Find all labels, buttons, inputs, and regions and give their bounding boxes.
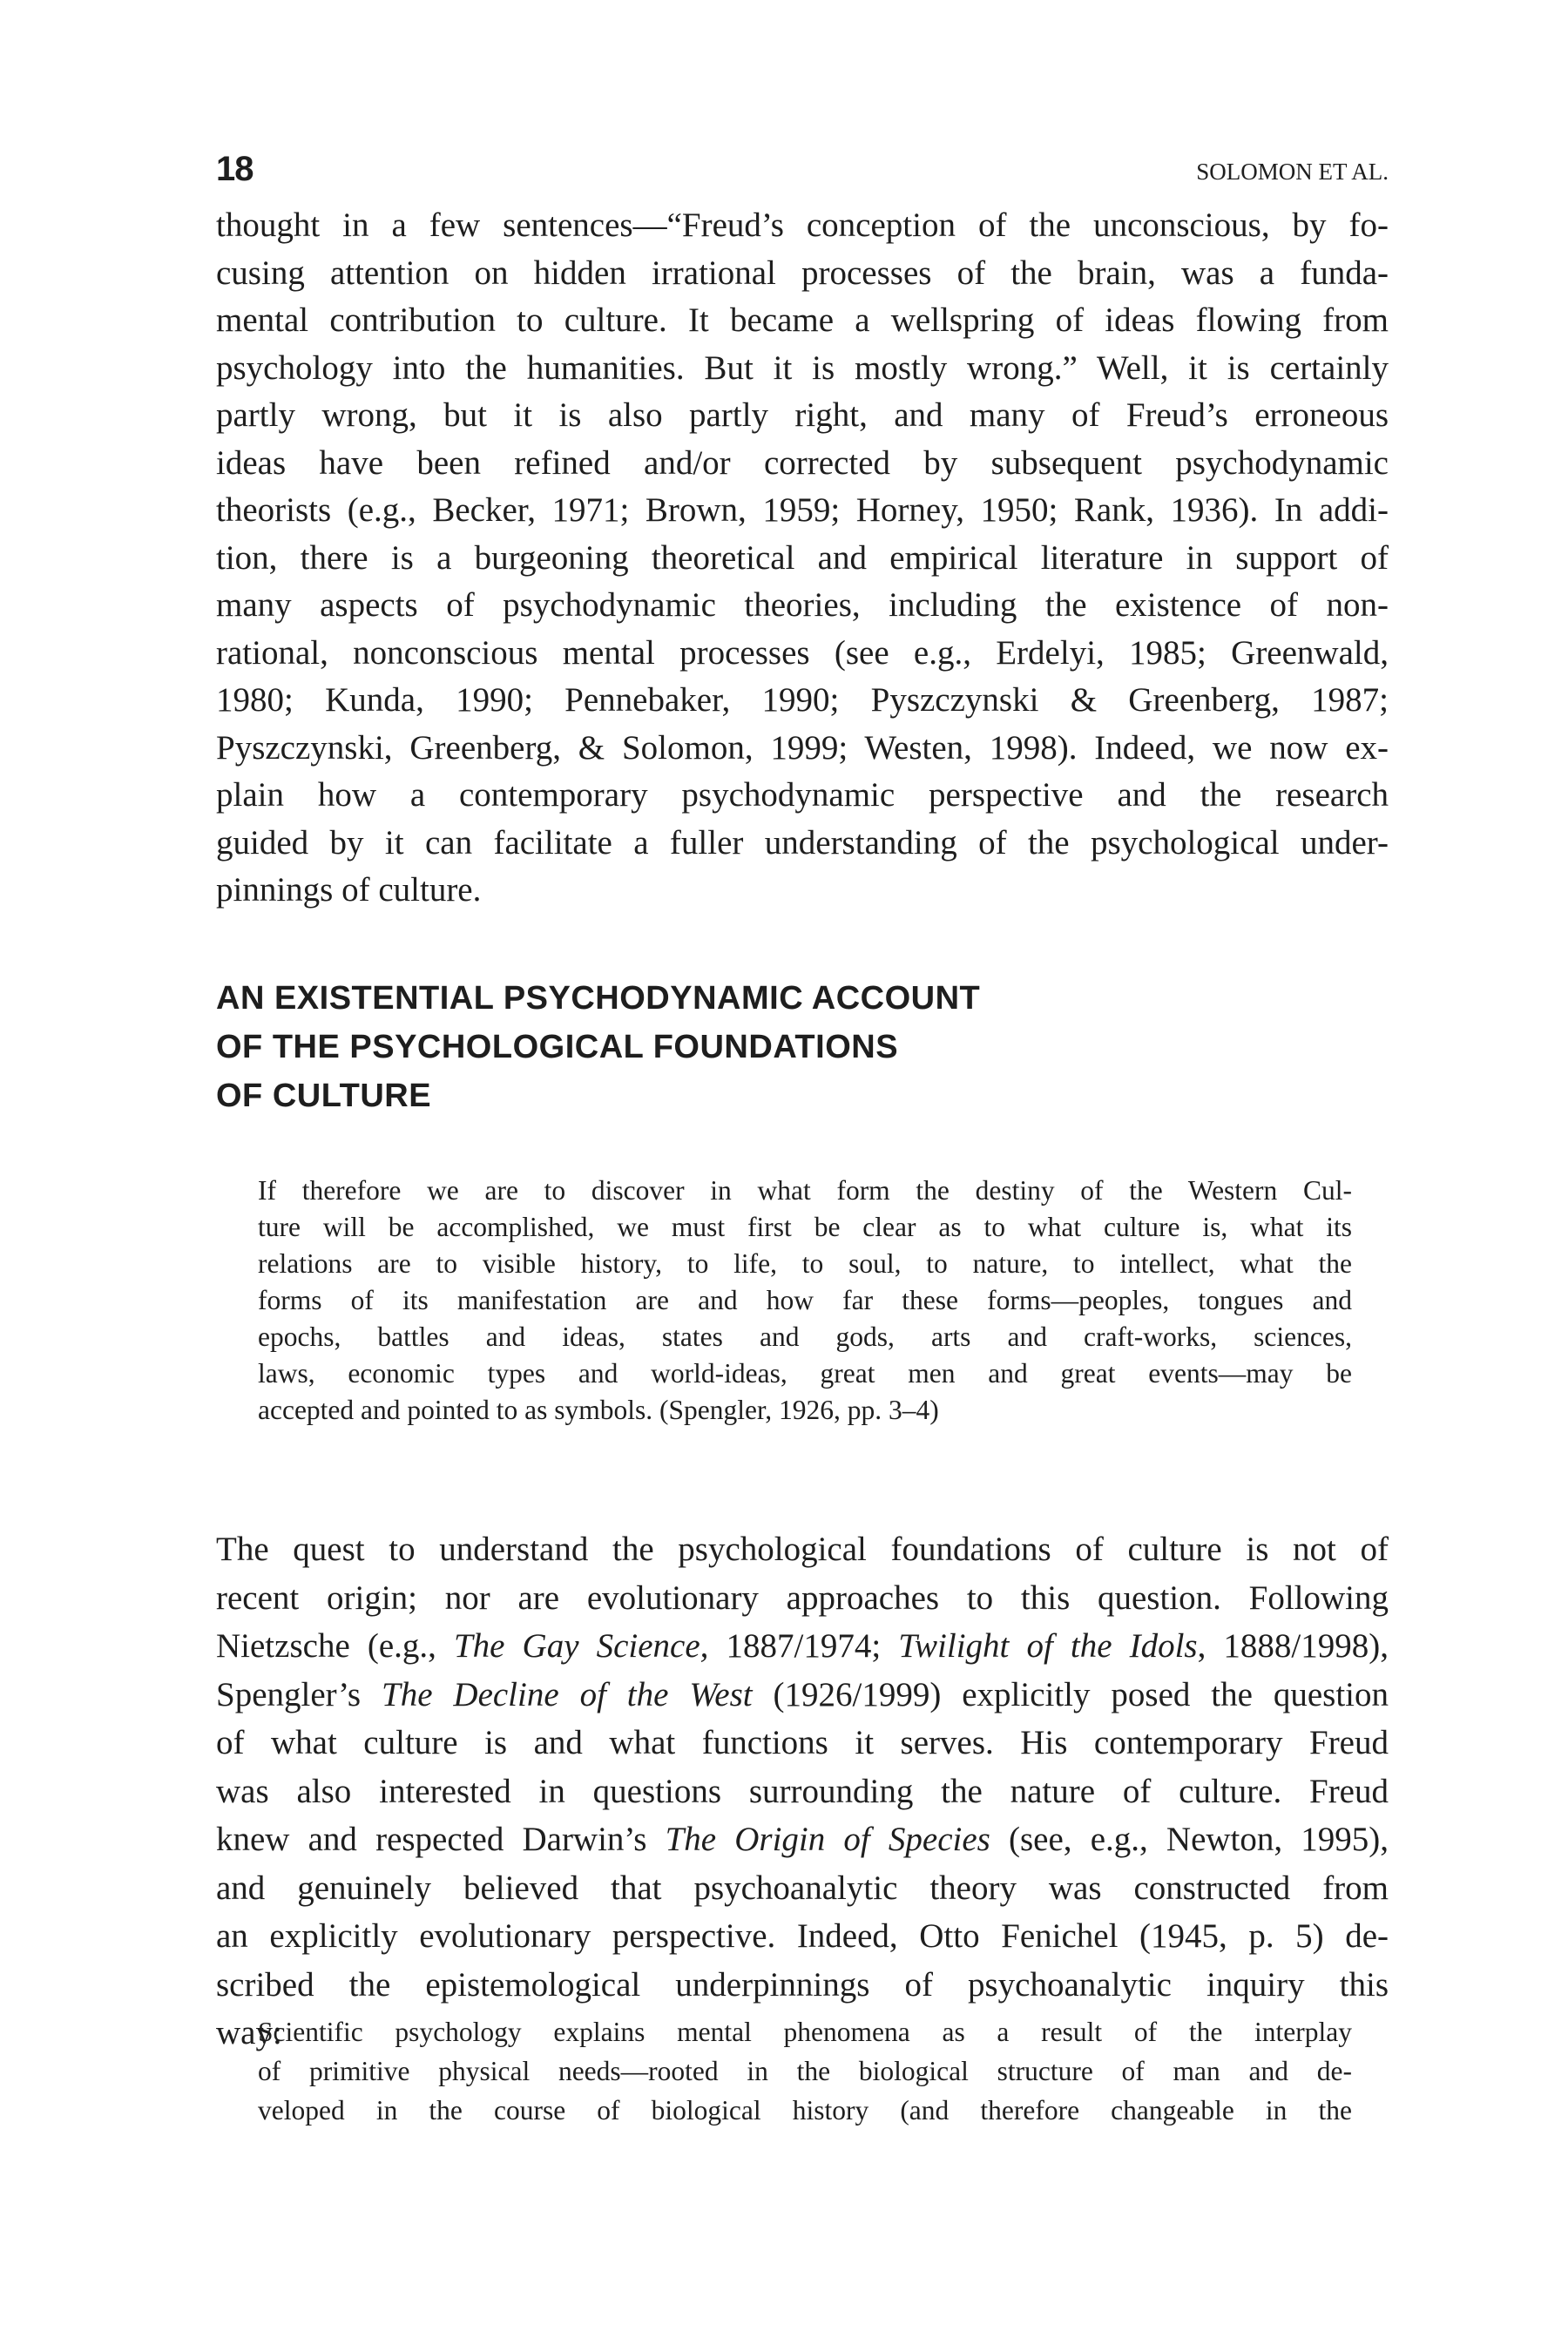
text-line: tion, there is a burgeoning theoretical and empirical literature in support of <box>216 538 1389 577</box>
heading-line: OF THE PSYCHOLOGICAL FOUNDATIONS <box>216 1029 899 1065</box>
body-paragraph-2 <box>216 1525 1389 2058</box>
quote-line: forms of its manifestation are and how far these forms—peoples, tongues and <box>258 1285 1352 1315</box>
italic-title: The Gay Science, <box>453 1627 709 1665</box>
running-head-authors: SOLOMON ET AL. <box>1196 159 1389 185</box>
fenichel-quote <box>258 2012 1352 2130</box>
text-run: Nietzsche (e.g., <box>216 1627 454 1665</box>
text-run: (see, e.g., Newton, 1995), <box>990 1821 1389 1858</box>
text-line <box>216 1767 1389 1816</box>
text-line: cusing attention on hidden irrational processes of the brain, was a funda- <box>216 253 1389 292</box>
running-head <box>216 150 1389 202</box>
text-run: Spengler’s <box>216 1675 382 1713</box>
quote-line: veloped in the course of biological history (and therefore changeable in the <box>258 2095 1352 2126</box>
text-line: theorists (e.g., Becker, 1971; Brown, 1959; Horney, 1950; Rank, 1936). In addi- <box>216 491 1389 529</box>
text-run: (1926/1999) explicitly posed the question <box>752 1675 1389 1713</box>
section-heading <box>216 974 980 1120</box>
text-line <box>216 1961 1389 2010</box>
text-line <box>216 1525 1389 1574</box>
text-line <box>216 1719 1389 1767</box>
text-run: of what culture is and what functions it serves. His contemporary Freud <box>216 1724 1389 1761</box>
page-number: 18 <box>216 150 253 188</box>
text-line <box>216 1622 1389 1671</box>
text-run: was also interested in questions surrounding the nature of culture. Freud <box>216 1772 1389 1810</box>
text-line: many aspects of psychodynamic theories, including the existence of non- <box>216 586 1389 624</box>
italic-title: Twilight of the Idols <box>898 1627 1198 1665</box>
text-line: rational, nonconscious mental processes (see e.g., Erdelyi, 1985; Greenwald, <box>216 633 1389 672</box>
text-run: , 1888/1998), <box>1197 1627 1389 1665</box>
text-run: an explicitly evolutionary perspective. Indeed, Otto Fenichel (1945, p. 5) de- <box>216 1917 1389 1955</box>
quote-line: epochs, battles and ideas, states and gods, arts and craft-works, sciences, <box>258 1321 1352 1352</box>
quote-line: Scientific psychology explains mental phenomena as a result of the interplay <box>258 2017 1352 2047</box>
quote-line: of primitive physical needs—rooted in the biological structure of man and de- <box>258 2056 1352 2086</box>
quote-line: ture will be accomplished, we must first be clear as to what culture is, what its <box>258 1212 1352 1242</box>
heading-line: OF CULTURE <box>216 1078 432 1114</box>
epigraph-quote <box>258 1173 1352 1429</box>
text-run: recent origin; nor are evolutionary approaches to this question. Following <box>216 1578 1389 1617</box>
quote-line: relations are to visible history, to life, to soul, to nature, to intellect, what the <box>258 1248 1352 1279</box>
quote-line: laws, economic types and world-ideas, great men and great events—may be <box>258 1358 1352 1389</box>
text-run: The quest to understand the psychological foundations of culture is not of <box>216 1531 1389 1568</box>
text-line <box>216 1671 1389 1720</box>
text-line <box>216 1815 1389 1864</box>
text-line <box>216 1912 1389 1961</box>
text-line: plain how a contemporary psychodynamic perspective and the research <box>216 776 1389 814</box>
quote-line: accepted and pointed to as symbols. (Spengler, 1926, pp. 3–4) <box>258 1395 939 1425</box>
text-line: Pyszczynski, Greenberg, & Solomon, 1999; Westen, 1998). Indeed, we now ex- <box>216 728 1389 767</box>
text-line: ideas have been refined and/or corrected by subsequent psychodynamic <box>216 443 1389 482</box>
body-paragraph-1 <box>216 202 1389 915</box>
text-line: mental contribution to culture. It became a wellspring of ideas flowing from <box>216 301 1389 339</box>
text-line: psychology into the humanities. But it is mostly wrong.” Well, it is certainly <box>216 348 1389 387</box>
text-line: 1980; Kunda, 1990; Pennebaker, 1990; Pyszczynski & Greenberg, 1987; <box>216 681 1389 719</box>
italic-title: The Origin of Species <box>665 1821 990 1858</box>
italic-title: The Decline of the West <box>382 1675 753 1713</box>
quote-line: If therefore we are to discover in what form the destiny of the Western Cul- <box>258 1175 1352 1206</box>
text-line: guided by it can facilitate a fuller understanding of the psychological under- <box>216 823 1389 862</box>
text-run: and genuinely believed that psychoanalytic theory was constructed from <box>216 1869 1389 1907</box>
text-line <box>216 1864 1389 1913</box>
text-line: thought in a few sentences—“Freud’s conception of the unconscious, by fo- <box>216 206 1389 244</box>
text-run: way: <box>216 2014 282 2051</box>
text-run: scribed the epistemological underpinnings of psychoanalytic inquiry this <box>216 1965 1389 2004</box>
text-run: knew and respected Darwin’s <box>216 1821 666 1858</box>
heading-line: AN EXISTENTIAL PSYCHODYNAMIC ACCOUNT <box>216 980 981 1017</box>
text-line: partly wrong, but it is also partly right, and many of Freud’s erroneous <box>216 396 1389 434</box>
text-line: pinnings of culture. <box>216 871 482 909</box>
text-run: 1887/1974; <box>708 1627 899 1665</box>
text-line <box>216 1574 1389 1623</box>
